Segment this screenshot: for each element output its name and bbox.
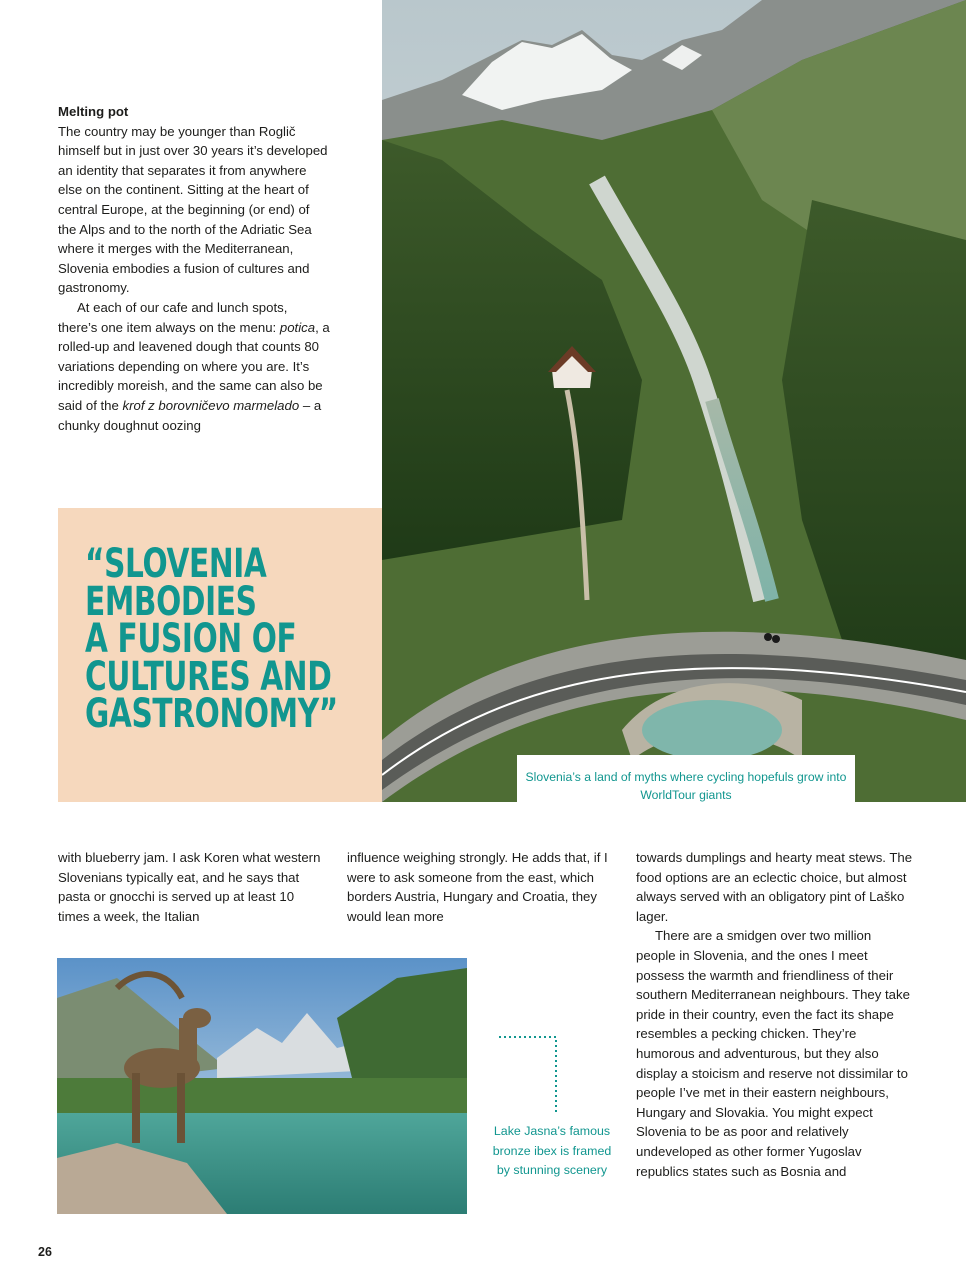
intro-paragraph-2 [58, 298, 330, 435]
ibex-lake-photo [57, 958, 467, 1214]
body-column-1 [58, 848, 326, 926]
intro-p2-end: – a chunky doughnut oozing [58, 397, 322, 433]
pull-quote-box [58, 508, 382, 802]
page-number: 26 [38, 1245, 52, 1259]
intro-p2-start: At each of our cafe and lunch spots, there’s one item always on the menu: [58, 299, 288, 335]
intro-column [58, 102, 330, 435]
body-paragraph: towards dumplings and hearty meat stews. The food options are an eclectic choice, but almost always served with an obligatory pint of Laško lager. [636, 850, 913, 924]
body-column-2 [347, 848, 615, 926]
body-paragraph: with blueberry jam. I ask Koren what western Slovenians typically eat, and he says that pasta or gnocchi is served up at least 10 times a week, the Italian [58, 850, 321, 924]
section-heading: Melting pot [58, 104, 129, 119]
hero-photo-caption: Slovenia’s a land of myths where cycling hopefuls grow into WorldTour giants [517, 755, 855, 802]
body-paragraph: There are a smidgen over two million people in Slovenia, and the ones I meet possess the warmth and friendliness of their southern Mediterranean neighbours. They take pride in their country, even the fact its shape resembles a pecking chicken. They’re humorous and adventurous, but they also display a stoicism and reserve not dissimilar to people I’ve met in their eastern neighbours, Hungary and Slovakia. You might expect Slovenia to be as poor and relatively undeveloped as other former Yugoslav republics states such as Bosnia and [636, 928, 910, 1179]
callout-dotted-line [498, 1035, 558, 1115]
mountain-road-photo [382, 0, 966, 802]
intro-p2-mid: , a rolled-up and leavened dough that counts 80 variations depending on where you are. It’s incredibly moreish, and the same can also be said of the [58, 319, 330, 413]
body-paragraph: influence weighing strongly. He adds that, if I were to ask someone from the east, which borders Austria, Hungary and Croatia, they would lean more [347, 850, 608, 924]
intro-p2-em-krof: krof z borovničevo marmelado [122, 397, 300, 413]
pull-quote: “SLOVENIA EMBODIES A FUSION OF CULTURES AND GASTRONOMY” [85, 541, 338, 738]
ibex-photo-caption: Lake Jasna’s famous bronze ibex is framed by stunning scenery [492, 1124, 612, 1178]
intro-p2-em-potica: potica [279, 319, 316, 335]
intro-paragraph-1: The country may be younger than Roglič himself but in just over 30 years it’s developed an identity that separates it from anywhere else on the continent. Sitting at the heart of central Europe, at the beginning (or end) of the Alps and to the north of the Adriatic Sea where it merges with the Mediterranean, Slovenia embodies a fusion of cultures and gastronomy. [58, 123, 328, 296]
body-column-3 [636, 848, 914, 1181]
